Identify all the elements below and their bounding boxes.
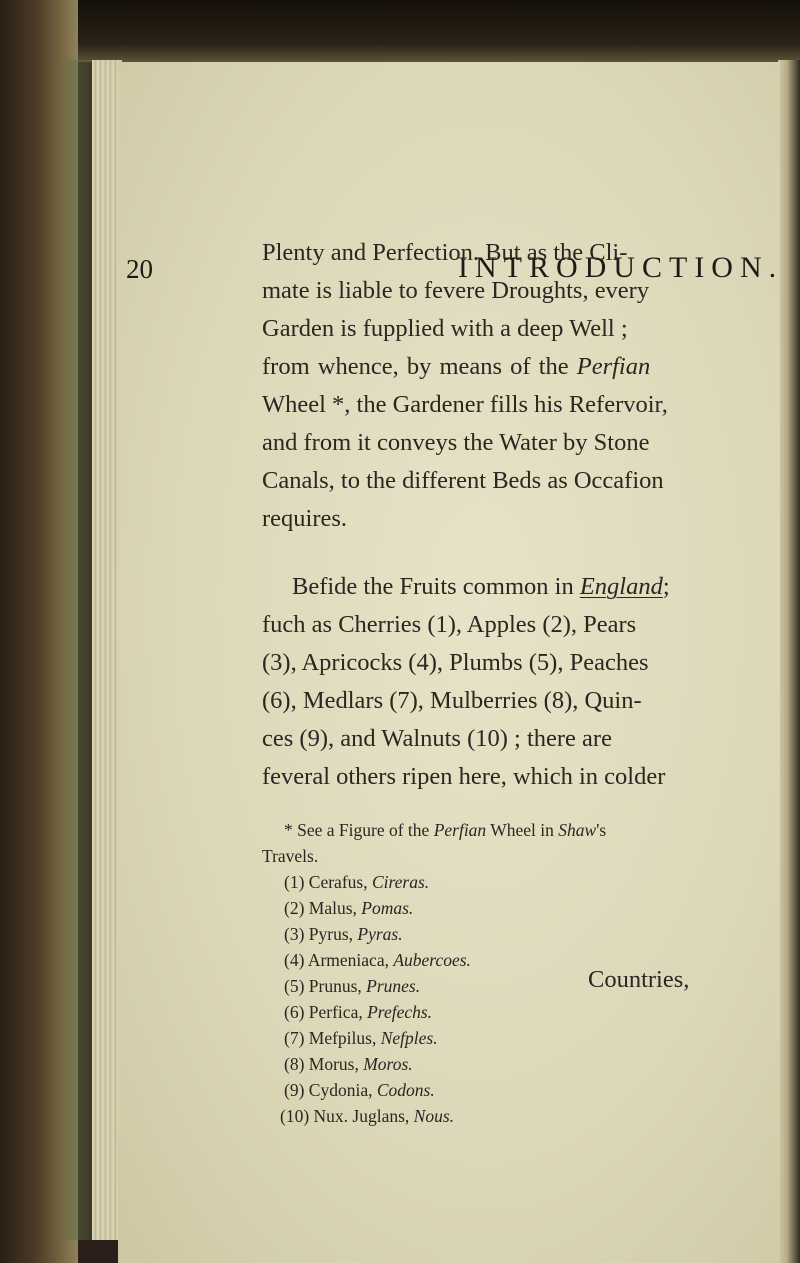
top-shadow — [0, 0, 800, 62]
spine-stain — [55, 60, 95, 1240]
footnote-item: (1) Cerafus, Cireras. — [284, 872, 430, 892]
body-line: and from it conveys the Water by Stone — [262, 429, 650, 456]
italic-word: England — [579, 573, 663, 600]
body-line: Plenty and Perfection. But as the Cli- — [262, 239, 628, 266]
body-line: Befide the Fruits common in England; — [292, 573, 670, 600]
body-line: (3), Apricocks (4), Plumbs (5), Peaches — [262, 649, 649, 676]
footnote-item: (4) Armeniaca, Aubercoes. — [284, 950, 471, 970]
body-line: mate is liable to fevere Droughts, every — [262, 277, 650, 304]
body-line: from whence, by means of the Perfian — [262, 353, 651, 380]
italic-word: Perfian — [576, 353, 651, 380]
footnote-item: (10) Nux. Juglans, Nous. — [280, 1106, 455, 1126]
right-page-edge — [778, 60, 800, 1263]
body-line: (6), Medlars (7), Mulberries (8), Quin- — [262, 687, 642, 714]
body-line: Garden is fupplied with a deep Well ; — [262, 315, 628, 342]
footnote-item: (8) Morus, Moros. — [284, 1054, 413, 1074]
page-number: 20 — [126, 254, 153, 284]
footnote-item: (3) Pyrus, Pyras. — [284, 924, 403, 944]
body-line: requires. — [262, 505, 348, 532]
footnote-item: (7) Mefpilus, Nefples. — [284, 1028, 438, 1048]
body-line: fuch as Cherries (1), Apples (2), Pears — [262, 611, 637, 638]
body-line: feveral others ripen here, which in colder — [262, 763, 666, 790]
running-head: INTRODUCTION. — [458, 251, 784, 284]
footnote-item: (6) Perfica, Prefechs. — [284, 1002, 433, 1022]
body-line: Wheel *, the Gardener fills his Refervoir, — [262, 391, 668, 418]
body-line: ces (9), and Walnuts (10) ; there are — [262, 725, 612, 752]
footnote-item: (5) Prunus, Prunes. — [284, 976, 421, 996]
footnote-intro: * See a Figure of the Perfian Wheel in Shaw's — [284, 820, 607, 840]
footnote-item: (9) Cydonia, Codons. — [284, 1080, 435, 1100]
body-line: Canals, to the different Beds as Occafion — [262, 467, 664, 494]
footnote-item: (2) Malus, Pomas. — [284, 898, 414, 918]
catchword: Countries, — [588, 966, 690, 993]
footnote-intro-line2: Travels. — [262, 846, 319, 866]
